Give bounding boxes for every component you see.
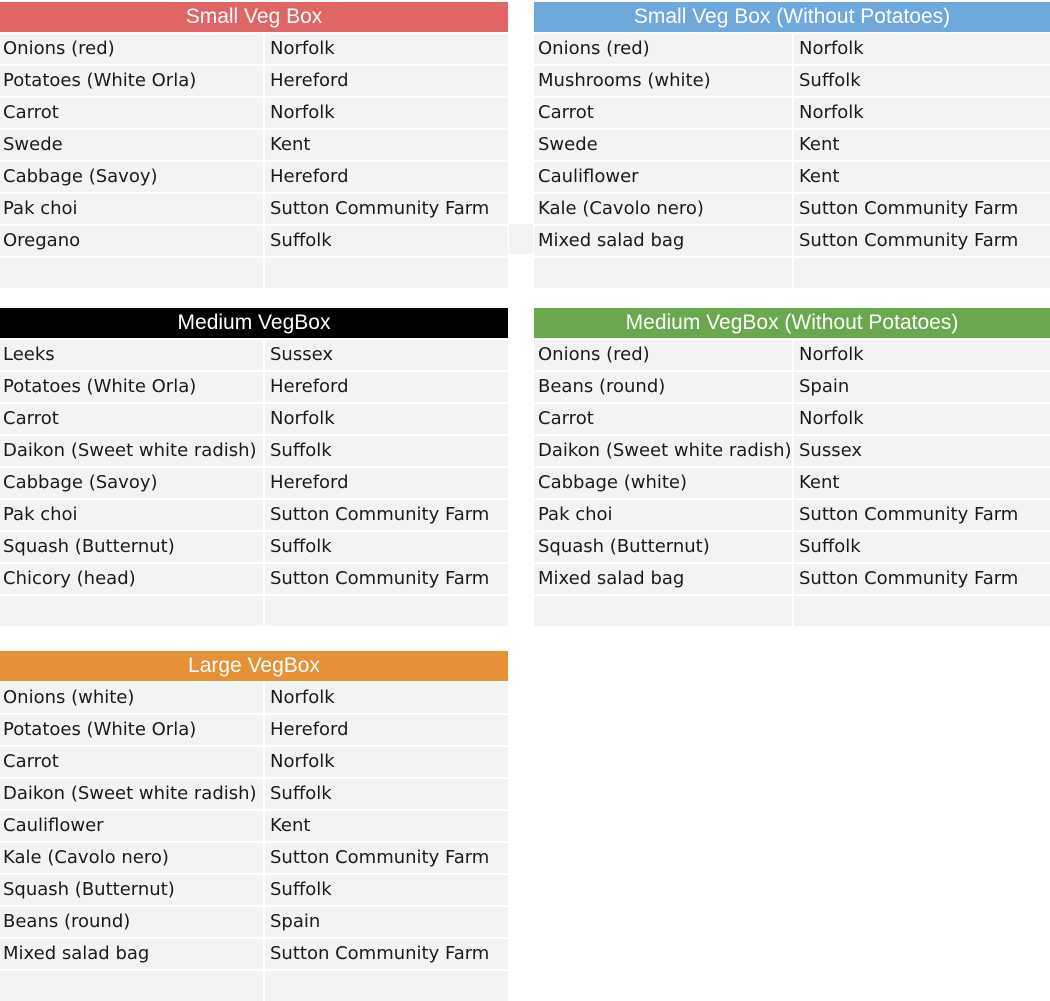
origin-cell[interactable]: Norfolk [265, 98, 508, 128]
table-row [534, 562, 1050, 594]
vegetable-cell[interactable]: Potatoes (White Orla) [0, 66, 263, 96]
origin-cell[interactable]: Norfolk [794, 404, 1050, 434]
vegetable-cell[interactable]: Onions (white) [0, 683, 263, 713]
vegetable-cell[interactable]: Swede [534, 130, 792, 160]
table-row [0, 841, 508, 873]
table-header-title: Medium VegBox (Without Potatoes) [534, 308, 1050, 338]
vegetable-cell[interactable]: Cauliflower [0, 811, 263, 841]
origin-cell[interactable]: Norfolk [794, 340, 1050, 370]
vegetable-cell[interactable]: Squash (Butternut) [0, 532, 263, 562]
origin-cell[interactable]: Sutton Community Farm [794, 194, 1050, 224]
vegetable-cell[interactable]: Kale (Cavolo nero) [0, 843, 263, 873]
vegetable-cell[interactable]: Chicory (head) [0, 564, 263, 594]
origin-cell[interactable]: Sutton Community Farm [794, 564, 1050, 594]
table-row [534, 338, 1050, 370]
origin-cell[interactable]: Suffolk [265, 875, 508, 905]
vegetable-cell[interactable] [534, 258, 792, 288]
table-row [0, 937, 508, 969]
vegetable-cell[interactable]: Pak choi [0, 500, 263, 530]
table-row [534, 32, 1050, 64]
vegetable-cell[interactable]: Mixed salad bag [0, 939, 263, 969]
table-header-title: Medium VegBox [0, 308, 508, 338]
origin-cell[interactable]: Kent [794, 162, 1050, 192]
table-row [534, 530, 1050, 562]
origin-cell[interactable]: Sutton Community Farm [794, 500, 1050, 530]
origin-cell[interactable]: Sutton Community Farm [794, 226, 1050, 256]
table-row [534, 466, 1050, 498]
origin-cell[interactable] [265, 971, 508, 1001]
vegetable-cell[interactable]: Carrot [534, 404, 792, 434]
origin-cell[interactable] [794, 596, 1050, 626]
vegetable-cell[interactable]: Cabbage (Savoy) [0, 468, 263, 498]
vegetable-cell[interactable]: Daikon (Sweet white radish) [0, 436, 263, 466]
table-row [534, 434, 1050, 466]
table-header-title: Small Veg Box (Without Potatoes) [534, 2, 1050, 32]
origin-cell[interactable]: Kent [794, 468, 1050, 498]
table-row [534, 64, 1050, 96]
origin-cell[interactable]: Suffolk [265, 779, 508, 809]
vegetable-cell[interactable]: Squash (Butternut) [0, 875, 263, 905]
table-row [0, 562, 508, 594]
table-row [534, 224, 1050, 256]
origin-cell[interactable]: Kent [265, 811, 508, 841]
table-header-title: Small Veg Box [0, 2, 508, 32]
vegetable-cell[interactable]: Daikon (Sweet white radish) [0, 779, 263, 809]
table-row [0, 402, 508, 434]
origin-cell[interactable]: Norfolk [265, 34, 508, 64]
table-small-veg-box [0, 2, 508, 288]
vegetable-cell[interactable]: Kale (Cavolo nero) [534, 194, 792, 224]
table-row [0, 64, 508, 96]
table-large-vegbox [0, 651, 508, 1001]
origin-cell[interactable]: Hereford [265, 715, 508, 745]
vegetable-cell[interactable]: Potatoes (White Orla) [0, 715, 263, 745]
origin-cell[interactable]: Hereford [265, 372, 508, 402]
origin-cell[interactable]: Suffolk [265, 226, 508, 256]
table-row [0, 370, 508, 402]
table-row [0, 192, 508, 224]
table-row [0, 160, 508, 192]
table-medium-vegbox-without-potatoes [534, 308, 1050, 626]
table-row [0, 466, 508, 498]
origin-cell[interactable] [265, 258, 508, 288]
vegetable-cell[interactable]: Carrot [0, 98, 263, 128]
origin-cell[interactable]: Norfolk [794, 34, 1050, 64]
table-row [0, 713, 508, 745]
table-row [0, 809, 508, 841]
vegetable-cell[interactable]: Beans (round) [534, 372, 792, 402]
table-row [0, 434, 508, 466]
vegetable-cell[interactable]: Cabbage (white) [534, 468, 792, 498]
origin-cell[interactable]: Hereford [265, 66, 508, 96]
table-row [0, 530, 508, 562]
table-row [534, 370, 1050, 402]
table-small-veg-box-without-potatoes [534, 2, 1050, 288]
table-row [0, 594, 508, 626]
table-row [534, 498, 1050, 530]
vegetable-cell[interactable]: Swede [0, 130, 263, 160]
origin-cell[interactable]: Norfolk [265, 747, 508, 777]
table-medium-vegbox [0, 308, 508, 626]
vegetable-cell[interactable]: Onions (red) [0, 34, 263, 64]
origin-cell[interactable]: Kent [265, 130, 508, 160]
origin-cell[interactable]: Sutton Community Farm [265, 564, 508, 594]
table-row [0, 745, 508, 777]
origin-cell[interactable]: Hereford [265, 162, 508, 192]
vegetable-cell[interactable]: Carrot [0, 404, 263, 434]
vegetable-cell[interactable]: Cauliflower [534, 162, 792, 192]
vegetable-cell[interactable]: Mixed salad bag [534, 564, 792, 594]
table-row [534, 256, 1050, 288]
origin-cell[interactable]: Spain [265, 907, 508, 937]
vegetable-cell[interactable]: Carrot [0, 747, 263, 777]
table-row [0, 96, 508, 128]
vegetable-cell[interactable]: Cabbage (Savoy) [0, 162, 263, 192]
vegetable-cell[interactable]: Leeks [0, 340, 263, 370]
origin-cell[interactable]: Sussex [794, 436, 1050, 466]
origin-cell[interactable]: Sussex [265, 340, 508, 370]
table-row [534, 160, 1050, 192]
origin-cell[interactable]: Norfolk [265, 683, 508, 713]
vegetable-cell[interactable] [534, 596, 792, 626]
table-row [0, 224, 508, 256]
table-row [534, 594, 1050, 626]
table-row [0, 969, 508, 1001]
table-row [534, 192, 1050, 224]
vegetable-cell[interactable]: Squash (Butternut) [534, 532, 792, 562]
vegetable-cell[interactable]: Daikon (Sweet white radish) [534, 436, 792, 466]
table-row [0, 777, 508, 809]
vegetable-cell[interactable]: Onions (red) [534, 34, 792, 64]
origin-cell[interactable]: Sutton Community Farm [265, 939, 508, 969]
vegetable-cell[interactable] [0, 258, 263, 288]
origin-cell[interactable]: Norfolk [265, 404, 508, 434]
origin-cell[interactable] [265, 596, 508, 626]
vegetable-cell[interactable] [0, 971, 263, 1001]
vegetable-cell[interactable]: Pak choi [0, 194, 263, 224]
vegetable-cell[interactable]: Potatoes (White Orla) [0, 372, 263, 402]
table-row [0, 681, 508, 713]
origin-cell[interactable]: Suffolk [265, 532, 508, 562]
origin-cell[interactable]: Norfolk [794, 98, 1050, 128]
origin-cell[interactable] [794, 258, 1050, 288]
table-row [0, 32, 508, 64]
vegetable-cell[interactable]: Pak choi [534, 500, 792, 530]
origin-cell[interactable]: Suffolk [265, 436, 508, 466]
table-row [0, 128, 508, 160]
vegetable-cell[interactable] [0, 596, 263, 626]
table-row [0, 873, 508, 905]
table-row [0, 338, 508, 370]
table-header-title: Large VegBox [0, 651, 508, 681]
vegetable-cell[interactable]: Oregano [0, 226, 263, 256]
origin-cell[interactable]: Sutton Community Farm [265, 194, 508, 224]
table-row [0, 256, 508, 288]
origin-cell[interactable]: Hereford [265, 468, 508, 498]
origin-cell[interactable]: Sutton Community Farm [265, 843, 508, 873]
origin-cell[interactable]: Kent [794, 130, 1050, 160]
origin-cell[interactable]: Suffolk [794, 66, 1050, 96]
vegetable-cell[interactable]: Onions (red) [534, 340, 792, 370]
gap-cell-strip [509, 224, 533, 254]
vegetable-cell[interactable]: Carrot [534, 98, 792, 128]
table-row [0, 905, 508, 937]
vegetable-cell[interactable]: Beans (round) [0, 907, 263, 937]
table-row [0, 498, 508, 530]
origin-cell[interactable]: Spain [794, 372, 1050, 402]
table-row [534, 96, 1050, 128]
vegetable-cell[interactable]: Mushrooms (white) [534, 66, 792, 96]
origin-cell[interactable]: Sutton Community Farm [265, 500, 508, 530]
origin-cell[interactable]: Suffolk [794, 532, 1050, 562]
table-row [534, 402, 1050, 434]
table-row [534, 128, 1050, 160]
vegetable-cell[interactable]: Mixed salad bag [534, 226, 792, 256]
